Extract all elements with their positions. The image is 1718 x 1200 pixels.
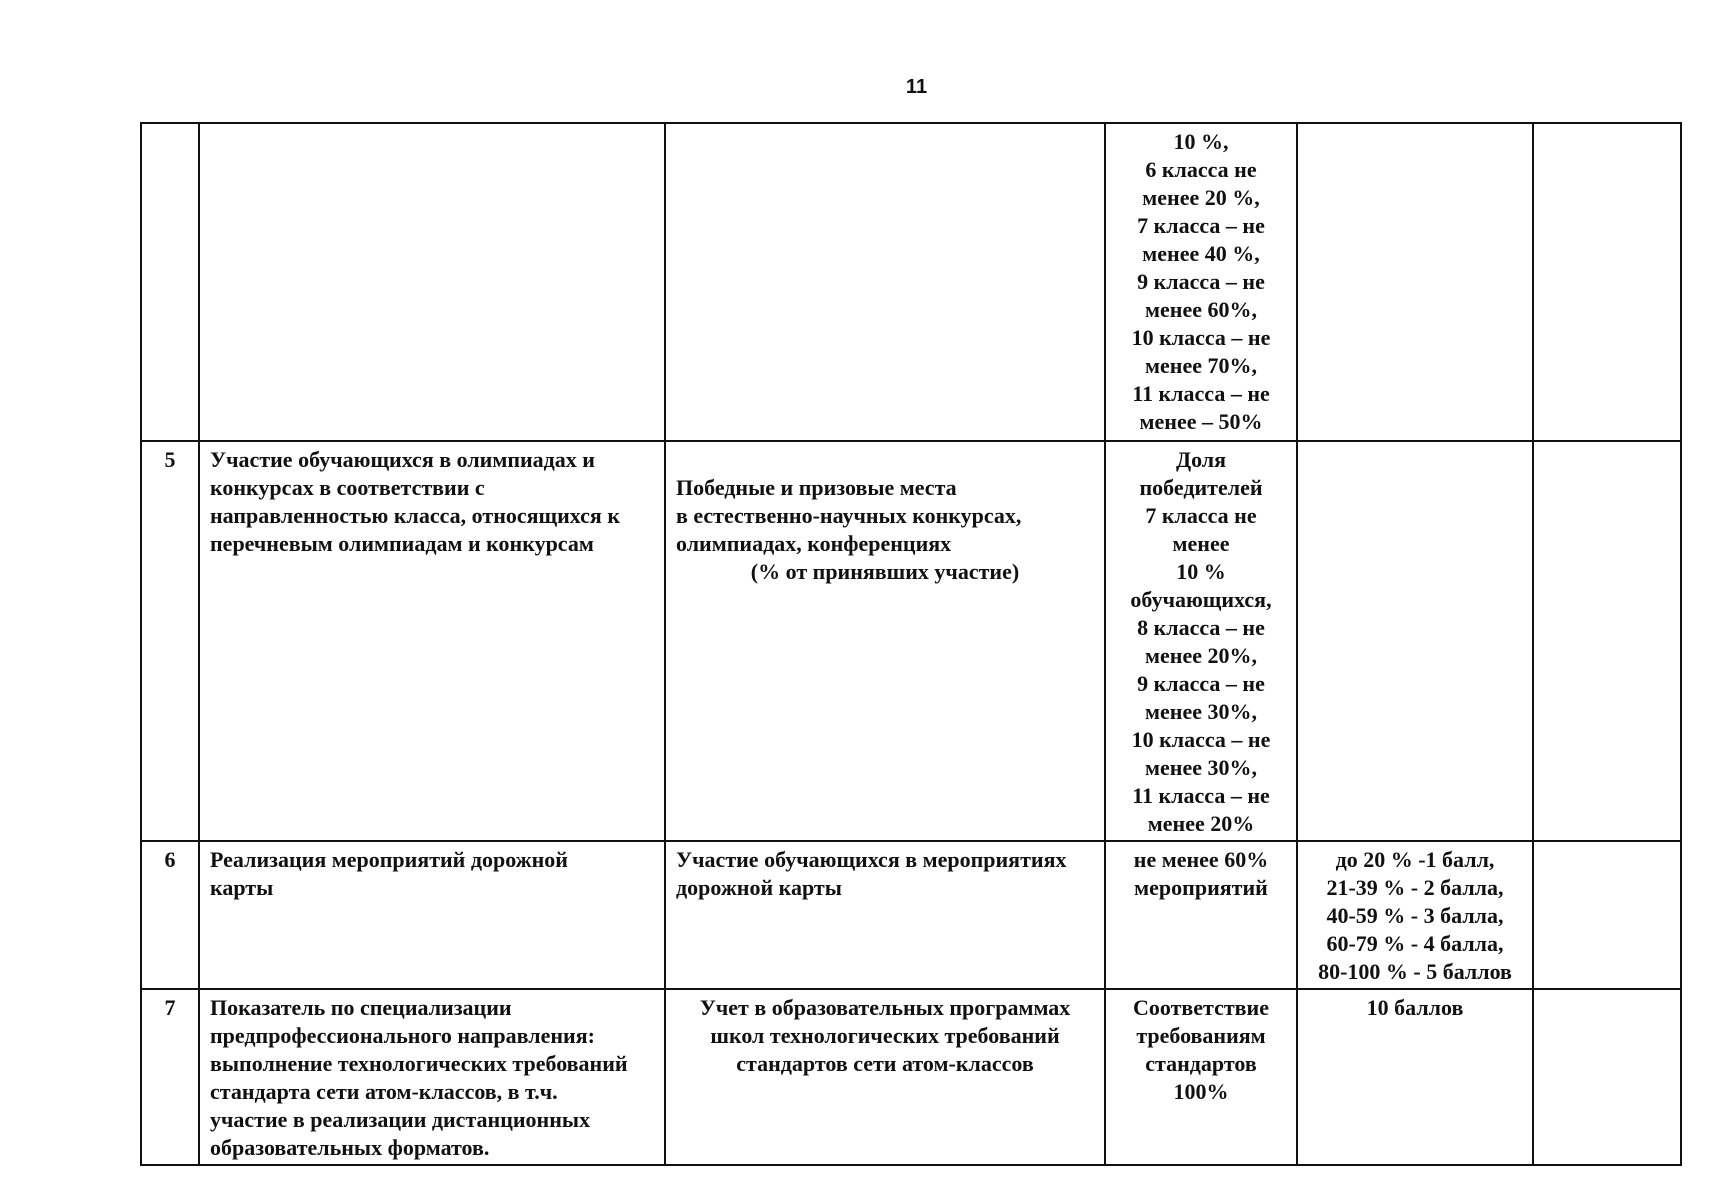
table-row-6: [141, 841, 1681, 989]
row-number-cell: 6: [141, 841, 199, 989]
row-number-cell: [141, 123, 199, 441]
row-number-cell: 7: [141, 989, 199, 1165]
note-cell: [1533, 441, 1681, 841]
note-cell: [1533, 123, 1681, 441]
criterion-cell: Участие обучающихся в мероприятиях дорожной карты: [665, 841, 1105, 989]
indicator-cell: Участие обучающихся в олимпиадах и конкурсах в соответствии с направленностью класса, относящихся к перечневым олимпиадам и конкурсам: [199, 441, 665, 841]
target-value-cell: не менее 60% мероприятий: [1105, 841, 1297, 989]
criterion-cell: Учет в образовательных программах школ технологических требований стандартов сети атом-классов: [665, 989, 1105, 1165]
note-cell: [1533, 841, 1681, 989]
indicator-cell: Показатель по специализации предпрофессионального направления: выполнение технологических требований стандарта сети атом-классов, в т.ч. участие в реализации дистанционных образовательных форматов.: [199, 989, 665, 1165]
table-row-continuation: [141, 123, 1681, 441]
criteria-table: [140, 122, 1682, 1166]
table-row-5: [141, 441, 1681, 841]
score-cell: до 20 % -1 балл, 21-39 % - 2 балла, 40-59 % - 3 балла, 60-79 % - 4 балла, 80-100 % - 5 баллов: [1297, 841, 1533, 989]
score-cell: [1297, 123, 1533, 441]
row-number-cell: 5: [141, 441, 199, 841]
target-value-cell: Доля победителей 7 класса не менее 10 % обучающихся, 8 класса – не менее 20%, 9 класса – не менее 30%, 10 класса – не менее 30%, 11 класса – не менее 20%: [1105, 441, 1297, 841]
note-cell: [1533, 989, 1681, 1165]
indicator-cell: Реализация мероприятий дорожной карты: [199, 841, 665, 989]
criterion-note-text: (% от принявших участие): [750, 559, 1020, 584]
target-value-cell: Соответствие требованиям стандартов 100%: [1105, 989, 1297, 1165]
criterion-cell: [665, 441, 1105, 841]
score-cell: 10 баллов: [1297, 989, 1533, 1165]
criterion-cell: [665, 123, 1105, 441]
indicator-cell: [199, 123, 665, 441]
criterion-main-text: Победные и призовые места в естественно-научных конкурсах, олимпиадах, конференциях: [676, 475, 1022, 556]
score-cell: [1297, 441, 1533, 841]
page-number: 11: [905, 76, 928, 98]
target-value-cell: 10 %, 6 класса не менее 20 %, 7 класса – не менее 40 %, 9 класса – не менее 60%, 10 класса – не менее 70%, 11 класса – не менее – 50%: [1105, 123, 1297, 441]
table-row-7: [141, 989, 1681, 1165]
